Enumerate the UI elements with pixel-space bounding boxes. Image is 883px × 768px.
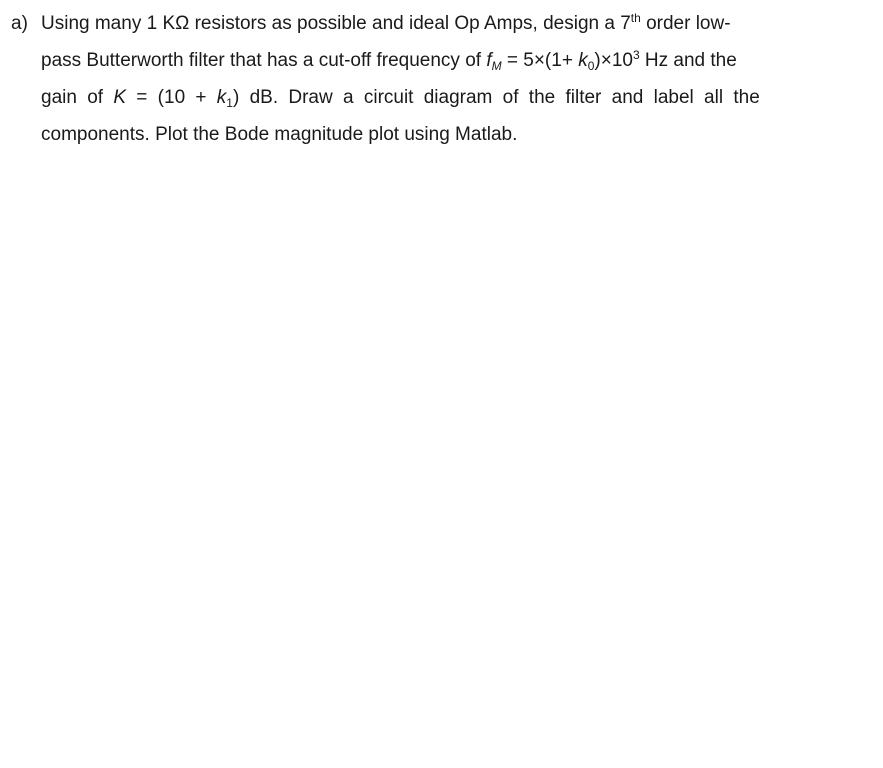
- line2-text-d: Hz and the: [639, 50, 737, 71]
- fm-symbol: f: [486, 50, 492, 71]
- line1-text-a: Using many 1 KΩ resistors as possible and ideal Op Amps, design a 7: [41, 13, 631, 34]
- line2-text-b: = 5×(1+: [501, 50, 579, 71]
- line3-text-b: = (10 +: [126, 87, 217, 108]
- gain-symbol: K: [113, 87, 127, 108]
- question-line-4: components. Plot the Bode magnitude plot using Matlab.: [41, 124, 518, 145]
- question-marker: a): [11, 13, 28, 34]
- line3-text-a: gain of: [41, 87, 114, 108]
- k0-subscript: 0: [587, 59, 595, 73]
- line2-text-c: )×10: [594, 50, 633, 71]
- ordinal-superscript: th: [630, 11, 641, 25]
- question-line-1: [41, 13, 731, 35]
- question-line-2: [41, 50, 737, 72]
- question-line-3: [41, 87, 760, 109]
- fm-subscript: M: [491, 59, 502, 73]
- k1-symbol: k: [216, 87, 227, 108]
- exponent: 3: [632, 48, 640, 62]
- k0-symbol: k: [578, 50, 588, 71]
- line1-text-b: order low-: [640, 13, 731, 34]
- line3-text-c: ) dB. Draw a circuit diagram of the filter and label all the: [232, 87, 760, 108]
- k1-subscript: 1: [226, 96, 233, 110]
- line2-text-a: pass Butterworth filter that has a cut-off frequency of: [41, 50, 487, 71]
